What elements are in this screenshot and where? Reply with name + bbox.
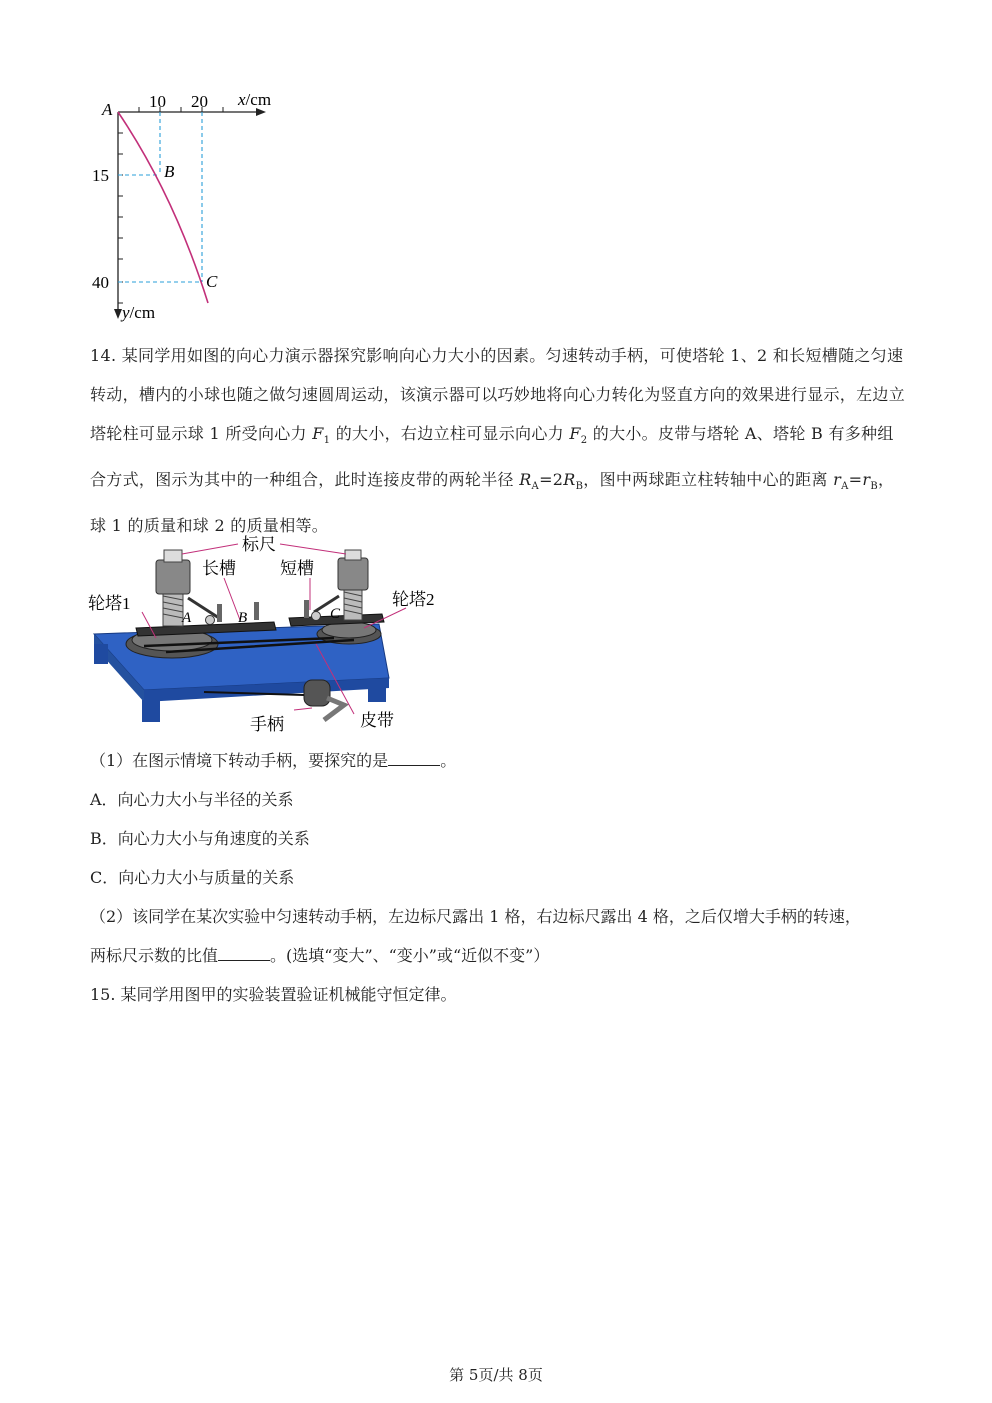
point-c-label: C	[206, 272, 218, 291]
sub1-prefix: （1）在图示情境下转动手柄，要探究的是	[90, 751, 389, 770]
label-short-slot: 短槽	[280, 559, 314, 578]
label-long-slot: 长槽	[202, 559, 236, 578]
q15-text: 15. 某同学用图甲的实验装置验证机械能守恒定律。	[90, 985, 457, 1004]
ra-big-sub: A	[531, 481, 540, 493]
q14-number: 14.	[90, 346, 117, 365]
table-leg-back-left	[94, 644, 108, 664]
page-footer: 第 5页/共 8页	[449, 1366, 543, 1384]
ra-big-symbol: R	[519, 470, 532, 490]
ball-2	[312, 612, 321, 621]
point-a-label: A	[102, 100, 113, 119]
y-axis-arrow	[114, 309, 122, 319]
q14-text-1: 某同学用如图的向心力演示器探究影响向心力大小的因素。匀速转动手柄，可使塔轮 1、2 和长短槽随之匀速转动，槽内的小球也随之做匀速圆周运动，该演示器可以巧妙地将向心力转化为竖直方向的效果进行显示，左边立塔轮柱可显示球 1 所受向心力	[90, 346, 906, 443]
tower-2-column	[338, 558, 368, 590]
table-leg-front-left	[142, 700, 160, 722]
label-belt: 皮带	[360, 711, 394, 730]
guide-lines	[118, 112, 202, 282]
mark-c: C	[330, 606, 341, 622]
label-ruler: 标尺	[242, 535, 276, 554]
lever-1	[188, 598, 219, 618]
rb-small-symbol: r	[862, 470, 871, 490]
tower-2-column-lower	[344, 586, 362, 620]
slot-post-2	[254, 602, 259, 620]
q14-paragraph	[90, 336, 905, 545]
option-a: A．向心力大小与半径的关系	[90, 790, 294, 809]
q14-text-5: ，球 1 的质量和球 2 的质量相等。	[90, 470, 895, 536]
ball-1	[206, 616, 215, 625]
f1-symbol: F	[312, 424, 324, 443]
sub2-answer-blank[interactable]	[218, 946, 270, 961]
y-axis-label: y/cm	[122, 303, 156, 322]
f2-sub: 2	[580, 435, 588, 447]
y-ticks	[118, 133, 123, 303]
option-b: B．向心力大小与角速度的关系	[90, 829, 310, 848]
x-tick-10-label: 10	[149, 92, 166, 111]
q14-text-4: ，图中两球距立柱转轴中心的距离	[583, 470, 834, 490]
label-tower-2: 轮塔2	[392, 590, 435, 609]
eq-1: =2	[539, 470, 564, 490]
f1-sub: 1	[323, 435, 331, 447]
trajectory-curve	[118, 112, 208, 303]
sub1-answer-blank[interactable]	[388, 751, 440, 766]
tower-1-column-lower	[163, 590, 183, 626]
rb-big-sub: B	[575, 481, 584, 493]
slot-post-1	[217, 604, 222, 622]
option-c: C．向心力大小与质量的关系	[90, 868, 295, 887]
q14-text-2: 的大小，右边立柱可显示向心力	[330, 424, 570, 443]
rb-small-sub: B	[870, 481, 878, 493]
centripetal-apparatus	[84, 530, 454, 740]
rb-big-symbol: R	[563, 470, 576, 490]
point-b-label: B	[164, 162, 175, 181]
sub2-prefix: 两标尺示数的比值	[90, 946, 219, 965]
ruler-2	[345, 550, 361, 560]
label-handle: 手柄	[250, 715, 284, 734]
sub1-suffix: 。	[440, 751, 457, 770]
sub-question-2-line-1: （2）该同学在某次实验中匀速转动手柄，左边标尺露出 1 格，右边标尺露出 4 格，之后仅增大手柄的转速，	[90, 907, 861, 926]
table-leg-front-right	[368, 684, 386, 702]
y-tick-15-label: 15	[92, 166, 109, 185]
ruler-1	[164, 550, 182, 562]
x-axis-label: x/cm	[238, 90, 272, 109]
sub2-suffix: 。(选填“变大”、“变小”或“近似不变”）	[270, 946, 550, 965]
trajectory-graph	[80, 85, 300, 330]
sub-question-1	[90, 748, 456, 771]
handle-gear	[304, 680, 330, 706]
ra-small-sub: A	[841, 481, 849, 493]
x-axis-arrow	[256, 108, 266, 116]
eq-2: =	[848, 470, 863, 490]
y-tick-40-label: 40	[92, 273, 109, 292]
f2-symbol: F	[569, 424, 581, 443]
q14-text-3: 的大小。皮带与塔轮 A、塔轮 B 有多种组合方式，图示为其中的一种组合，此时连接皮带的两轮半径	[90, 424, 894, 490]
ra-small-symbol: r	[833, 470, 842, 490]
tower-1-column	[156, 560, 190, 594]
mark-b: B	[238, 610, 248, 626]
label-tower-1: 轮塔1	[88, 594, 131, 613]
sub-question-2-line-2	[90, 943, 549, 966]
slot-post-3	[304, 600, 309, 618]
x-tick-20-label: 20	[191, 92, 208, 111]
mark-a: A	[182, 610, 192, 626]
